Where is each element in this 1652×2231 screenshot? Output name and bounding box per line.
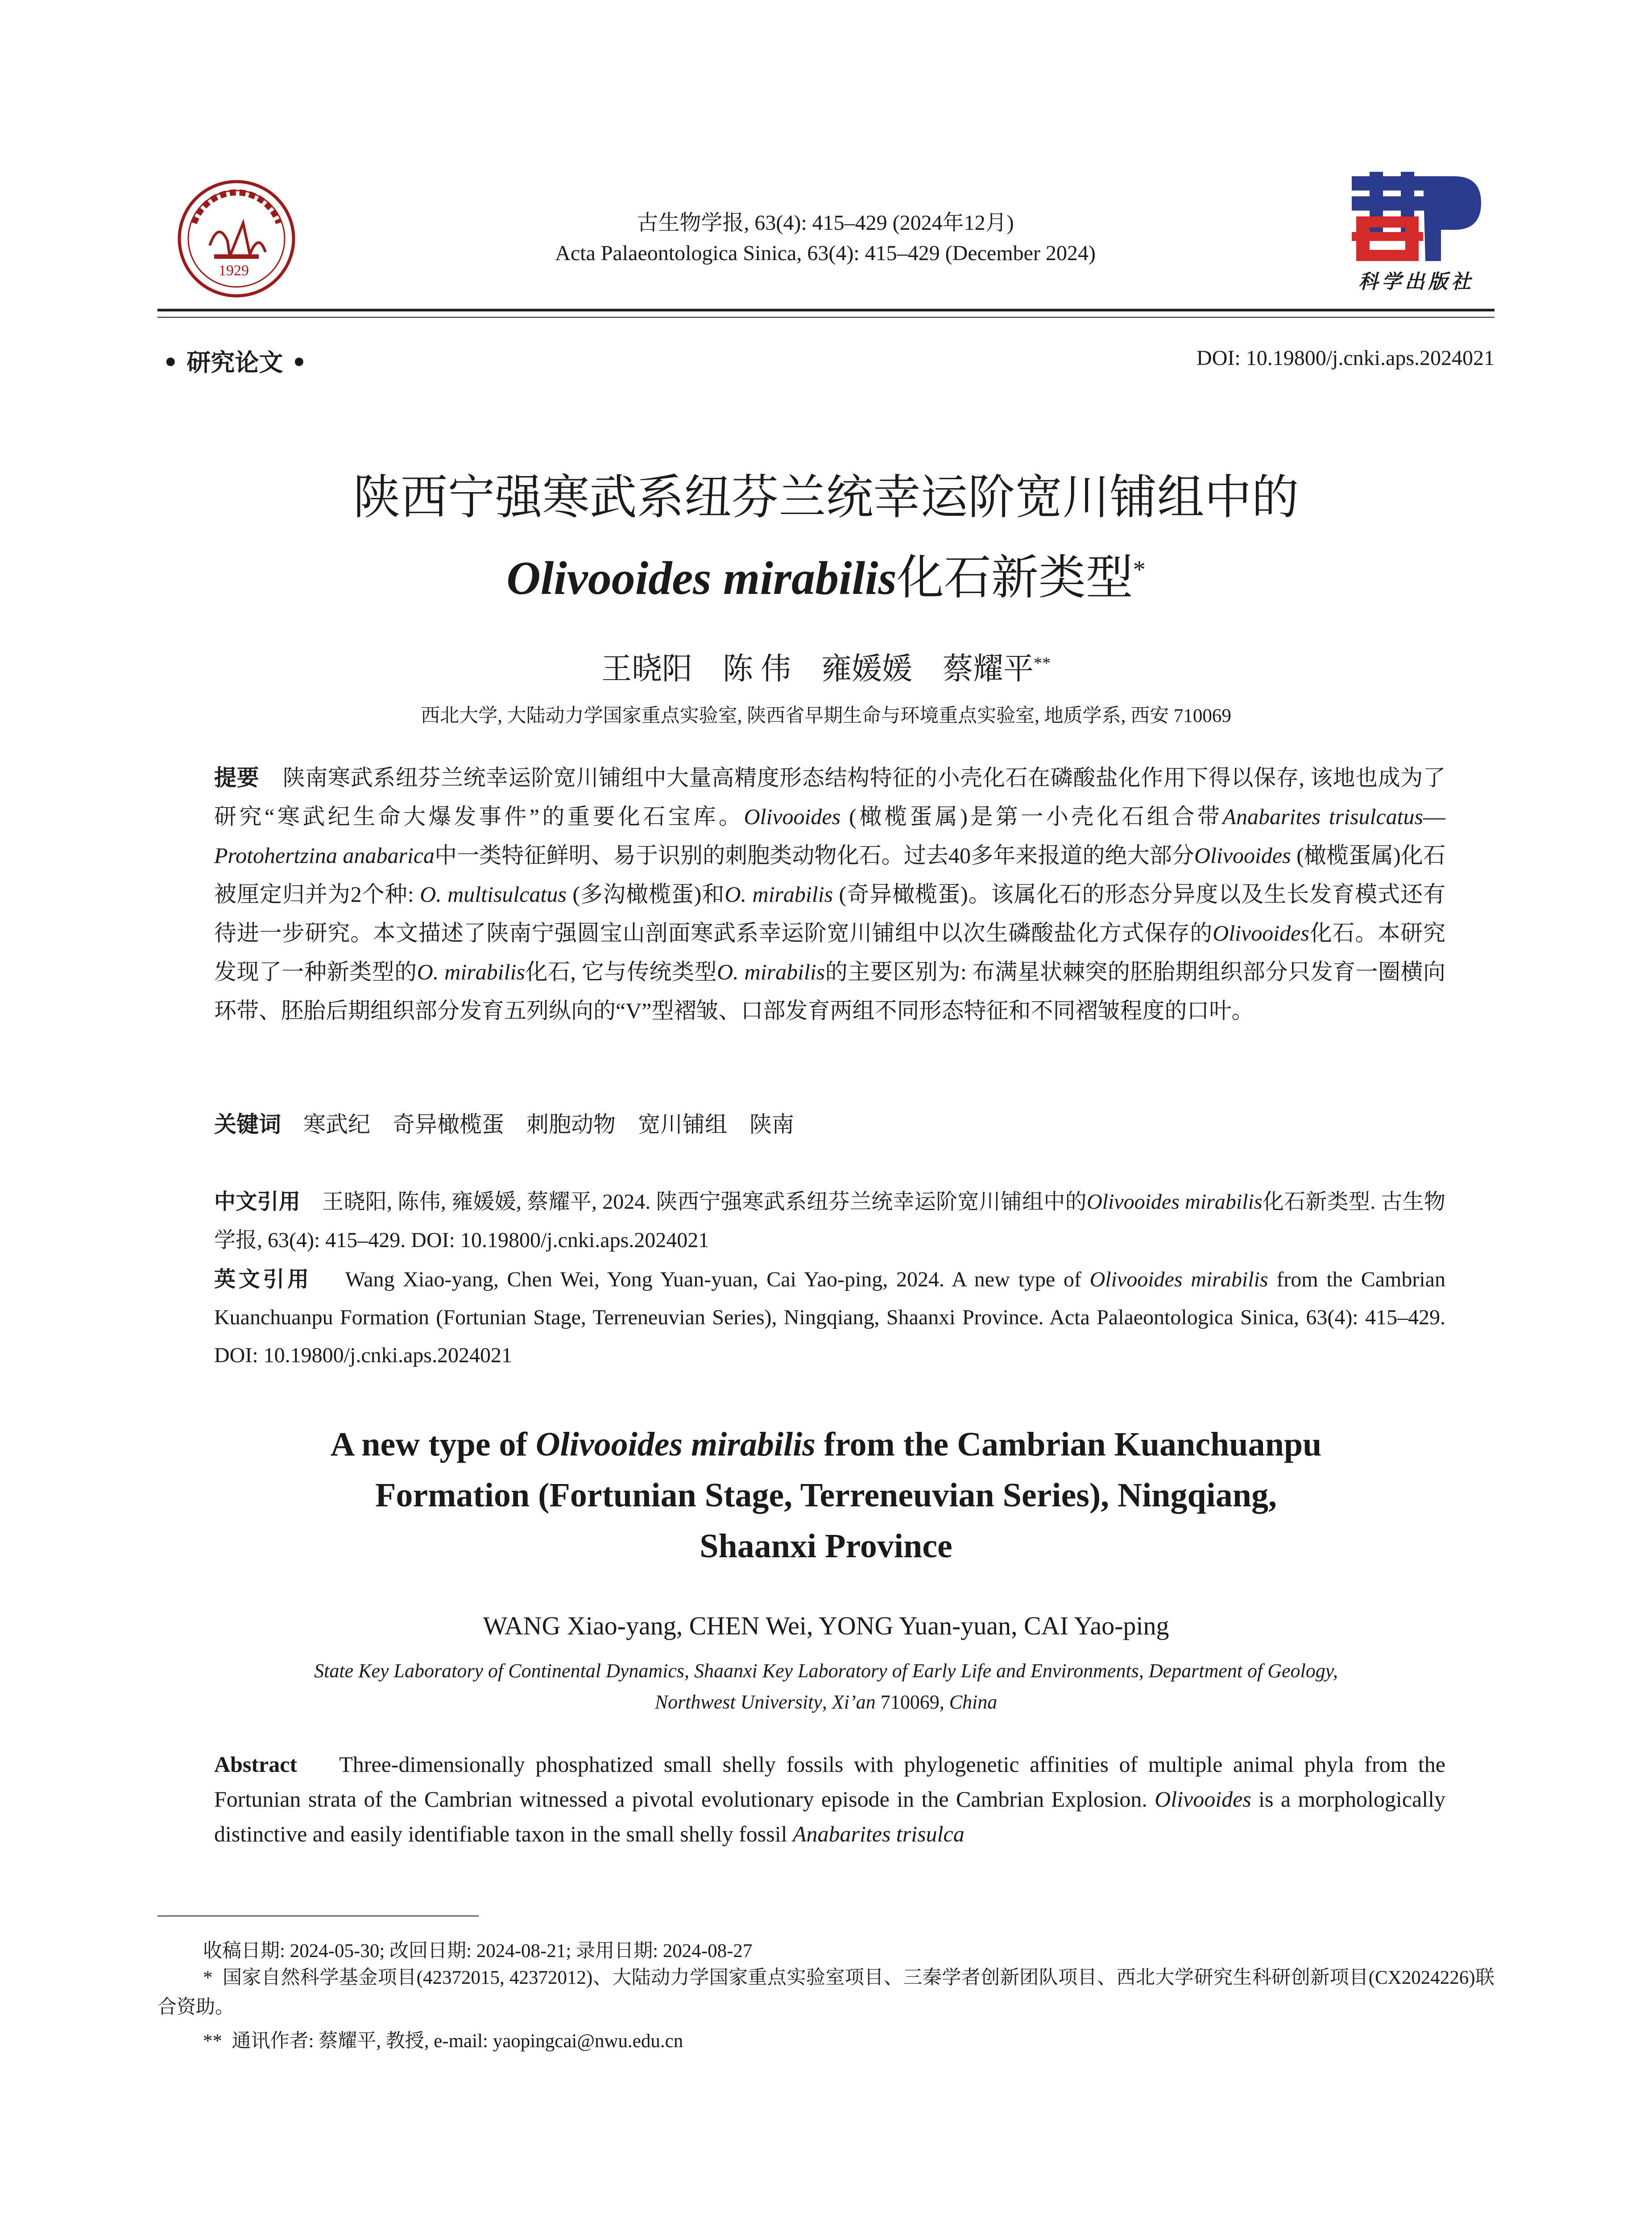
keywords-cn (214, 1107, 1445, 1139)
affiliation-cn: 西北大学, 大陆动力学国家重点实验室, 陕西省早期生命与环境重点实验室, 地质学系, 西安 710069 (421, 705, 1231, 726)
abstract-cn-text: 化石, 它与传统类型 (525, 959, 717, 984)
doi: DOI: 10.19800/j.cnki.aps.2024021 (1197, 346, 1495, 370)
publisher-logo (1352, 172, 1481, 292)
footnote-corr-text: 通讯作者: 蔡耀平, 教授, e-mail: yaopingcai@nwu.edu.cn (232, 2031, 683, 2052)
taxon: Anabarites trisulcatus (1222, 804, 1423, 829)
title-en (157, 1419, 1495, 1572)
taxon: Anabarites trisulca (792, 1821, 965, 1846)
abstract-en (214, 1747, 1445, 1851)
footnote-fund (157, 1963, 1495, 2022)
title-cn-rest: 化石新类型 (896, 550, 1133, 605)
taxon: Olivooides mirabilis (1089, 1268, 1268, 1291)
affiliation-en-part: , (822, 1691, 832, 1713)
abstract-cn-text: (橄榄蛋属)化石被厘定归并为2个种: (214, 843, 1445, 907)
affiliation-en-part: China (949, 1691, 998, 1713)
title-en-taxon: Olivooides mirabilis (535, 1426, 816, 1463)
abstract-cn-text: (奇异橄榄蛋)。该属化石的形态分异度以及生长发育模式还有待进一步研究。本文描述了陕南宁强圆宝山剖面寒武系幸运阶宽川铺组中以次生磷酸盐化方式保存的 (214, 882, 1445, 945)
affiliation-en-part: Xi’an (832, 1691, 876, 1713)
header-rule-thick (157, 309, 1495, 311)
keywords-cn-items: 寒武纪 奇异橄榄蛋 刺胞动物 宽川铺组 陕南 (303, 1112, 794, 1137)
affiliation-en (157, 1655, 1495, 1718)
citation-cn-text: 化石新类型. 古生物学报, 63(4): 415–429. DOI: 10.19800/j.cnki.aps.2024021 (214, 1190, 1446, 1252)
taxon: Olivooides (1194, 843, 1291, 868)
abstract-cn-text: — (1423, 804, 1445, 829)
citation-en-text: from the Cambrian Kuanchuanpu Formation (Fortunian Stage, Terreneuvian Series), Ningqiang, Shaanxi Province. Acta Palaeontologica Sinica, 63(4): 415–429. DOI: 10.19800/j.cnki.aps.2024021 (214, 1268, 1445, 1367)
taxon: O. mirabilis (417, 959, 525, 984)
citation-cn (214, 1182, 1445, 1260)
title-cn-line2 (157, 540, 1495, 608)
taxon: O. mirabilis (725, 882, 833, 907)
title-cn-line1: 陕西宁强寒武系纽芬兰统幸运阶宽川铺组中的 (353, 470, 1299, 525)
abstract-cn-text: 化石。本研究发现了一种新类型的 (214, 921, 1445, 984)
footnote-dates: 收稿日期: 2024-05-30; 改回日期: 2024-08-21; 录用日期: 2024-08-27 (203, 1941, 753, 1961)
title-cn-taxon: Olivooides mirabilis (506, 552, 897, 604)
abstract-cn (214, 759, 1445, 1030)
taxon: Protohertzina anabarica (214, 843, 435, 868)
taxon: Olivooides (744, 804, 841, 829)
title-en-line3: Shaanxi Province (700, 1527, 952, 1565)
taxon: O. multisulcatus (420, 882, 567, 907)
abstract-cn-text: 中一类特征鲜明、易于识别的刺胞类动物化石。过去40多年来报道的绝大部分 (435, 843, 1194, 868)
authors-cn (157, 645, 1495, 688)
abstract-cn-text: (橄榄蛋属)是第一小壳化石组合带 (840, 804, 1223, 829)
keywords-cn-label: 关键词 (214, 1111, 281, 1137)
title-en-text: A new type of (330, 1426, 536, 1463)
taxon: Olivooides (1155, 1787, 1251, 1812)
taxon: Olivooides mirabilis (1086, 1190, 1263, 1214)
journal-citation-cn: 古生物学报, 63(4): 415–429 (2024年12月) (637, 211, 1014, 235)
authors-en: WANG Xiao-yang, CHEN Wei, YONG Yuan-yuan, CAI Yao-ping (483, 1611, 1169, 1640)
society-seal-logo (176, 178, 297, 299)
affiliation-en-line2 (157, 1687, 1495, 1718)
citation-en-label: 英文引用 (214, 1267, 312, 1292)
title-en-text: from the Cambrian Kuanchuanpu (815, 1426, 1322, 1463)
abstract-cn-label: 提要 (214, 765, 260, 791)
section-label: • 研究论文 • (163, 348, 307, 377)
abstract-en-label: Abstract (214, 1752, 298, 1777)
citation-en (214, 1261, 1445, 1374)
taxon: Olivooides (1213, 921, 1309, 945)
citation-cn-label: 中文引用 (214, 1189, 301, 1214)
affiliation-en-line1: State Key Laboratory of Continental Dynamics, Shaanxi Key Laboratory of Early Life and Environments, Department of Geology, (314, 1660, 1338, 1682)
footnote-fund-text: 国家自然科学基金项目(42372015, 42372012)、大陆动力学国家重点实验室项目、三秦学者创新团队项目、西北大学研究生科研创新项目(CX2024226)联合资助。 (157, 1967, 1495, 2018)
footnote-corr-mark: ** (203, 2031, 222, 2052)
abstract-en-text: Three-dimensionally phosphatized small shelly fossils with phylogenetic affinities of multiple animal phyla from the Fortunian strata of the Cambrian witnessed a pivotal evolutionary episode in the Cambrian Explosion. (214, 1752, 1445, 1812)
abstract-cn-text: (多沟橄榄蛋)和 (566, 882, 725, 907)
journal-citation-en: Acta Palaeontologica Sinica, 63(4): 415–429 (December 2024) (555, 241, 1096, 265)
title-cn-mark: * (1133, 556, 1146, 584)
title-en-line1 (157, 1419, 1495, 1470)
seal-year: 1929 (219, 262, 249, 279)
authors-cn-mark: ** (1034, 654, 1051, 673)
citation-cn-text: 王晓阳, 陈伟, 雍媛媛, 蔡耀平, 2024. 陕西宁强寒武系纽芬兰统幸运阶宽川铺组中的 (322, 1190, 1087, 1214)
title-en-line2: Formation (Fortunian Stage, Terreneuvian Series), Ningqiang, (375, 1476, 1277, 1514)
taxon: O. mirabilis (717, 959, 825, 984)
abstract-cn-text: 陕南寒武系纽芬兰统幸运阶宽川铺组中大量高精度形态结构特征的小壳化石在磷酸盐化作用下得以保存, 该地也成为了研究“寒武纪生命大爆发事件”的重要化石宝库。 (214, 765, 1446, 829)
publisher-name: 科学出版社 (1358, 271, 1474, 293)
authors-cn-names: 王晓阳 陈 伟 雍媛媛 蔡耀平 (601, 652, 1034, 686)
footnote-fund-mark: * (203, 1967, 213, 1988)
header-rule-thin (157, 317, 1495, 318)
abstract-en-text: is a morphologically distinctive and easily identifiable taxon in the small shelly fossil (214, 1787, 1445, 1846)
affiliation-en-part: Northwest University (654, 1691, 822, 1713)
abstract-cn-text: 的主要区别为: 布满星状棘突的胚胎期组织部分只发育一圈横向环带、胚胎后期组织部分发育五列纵向的“V”型褶皱、口部发育两组不同形态特征和不同褶皱程度的口叶。 (214, 959, 1446, 1023)
citation-en-text: Wang Xiao-yang, Chen Wei, Yong Yuan-yuan, Cai Yao-ping, 2024. A new type of (345, 1268, 1090, 1291)
affiliation-en-part: 710069, (875, 1691, 949, 1713)
footnote-corresponding (203, 2026, 1492, 2053)
